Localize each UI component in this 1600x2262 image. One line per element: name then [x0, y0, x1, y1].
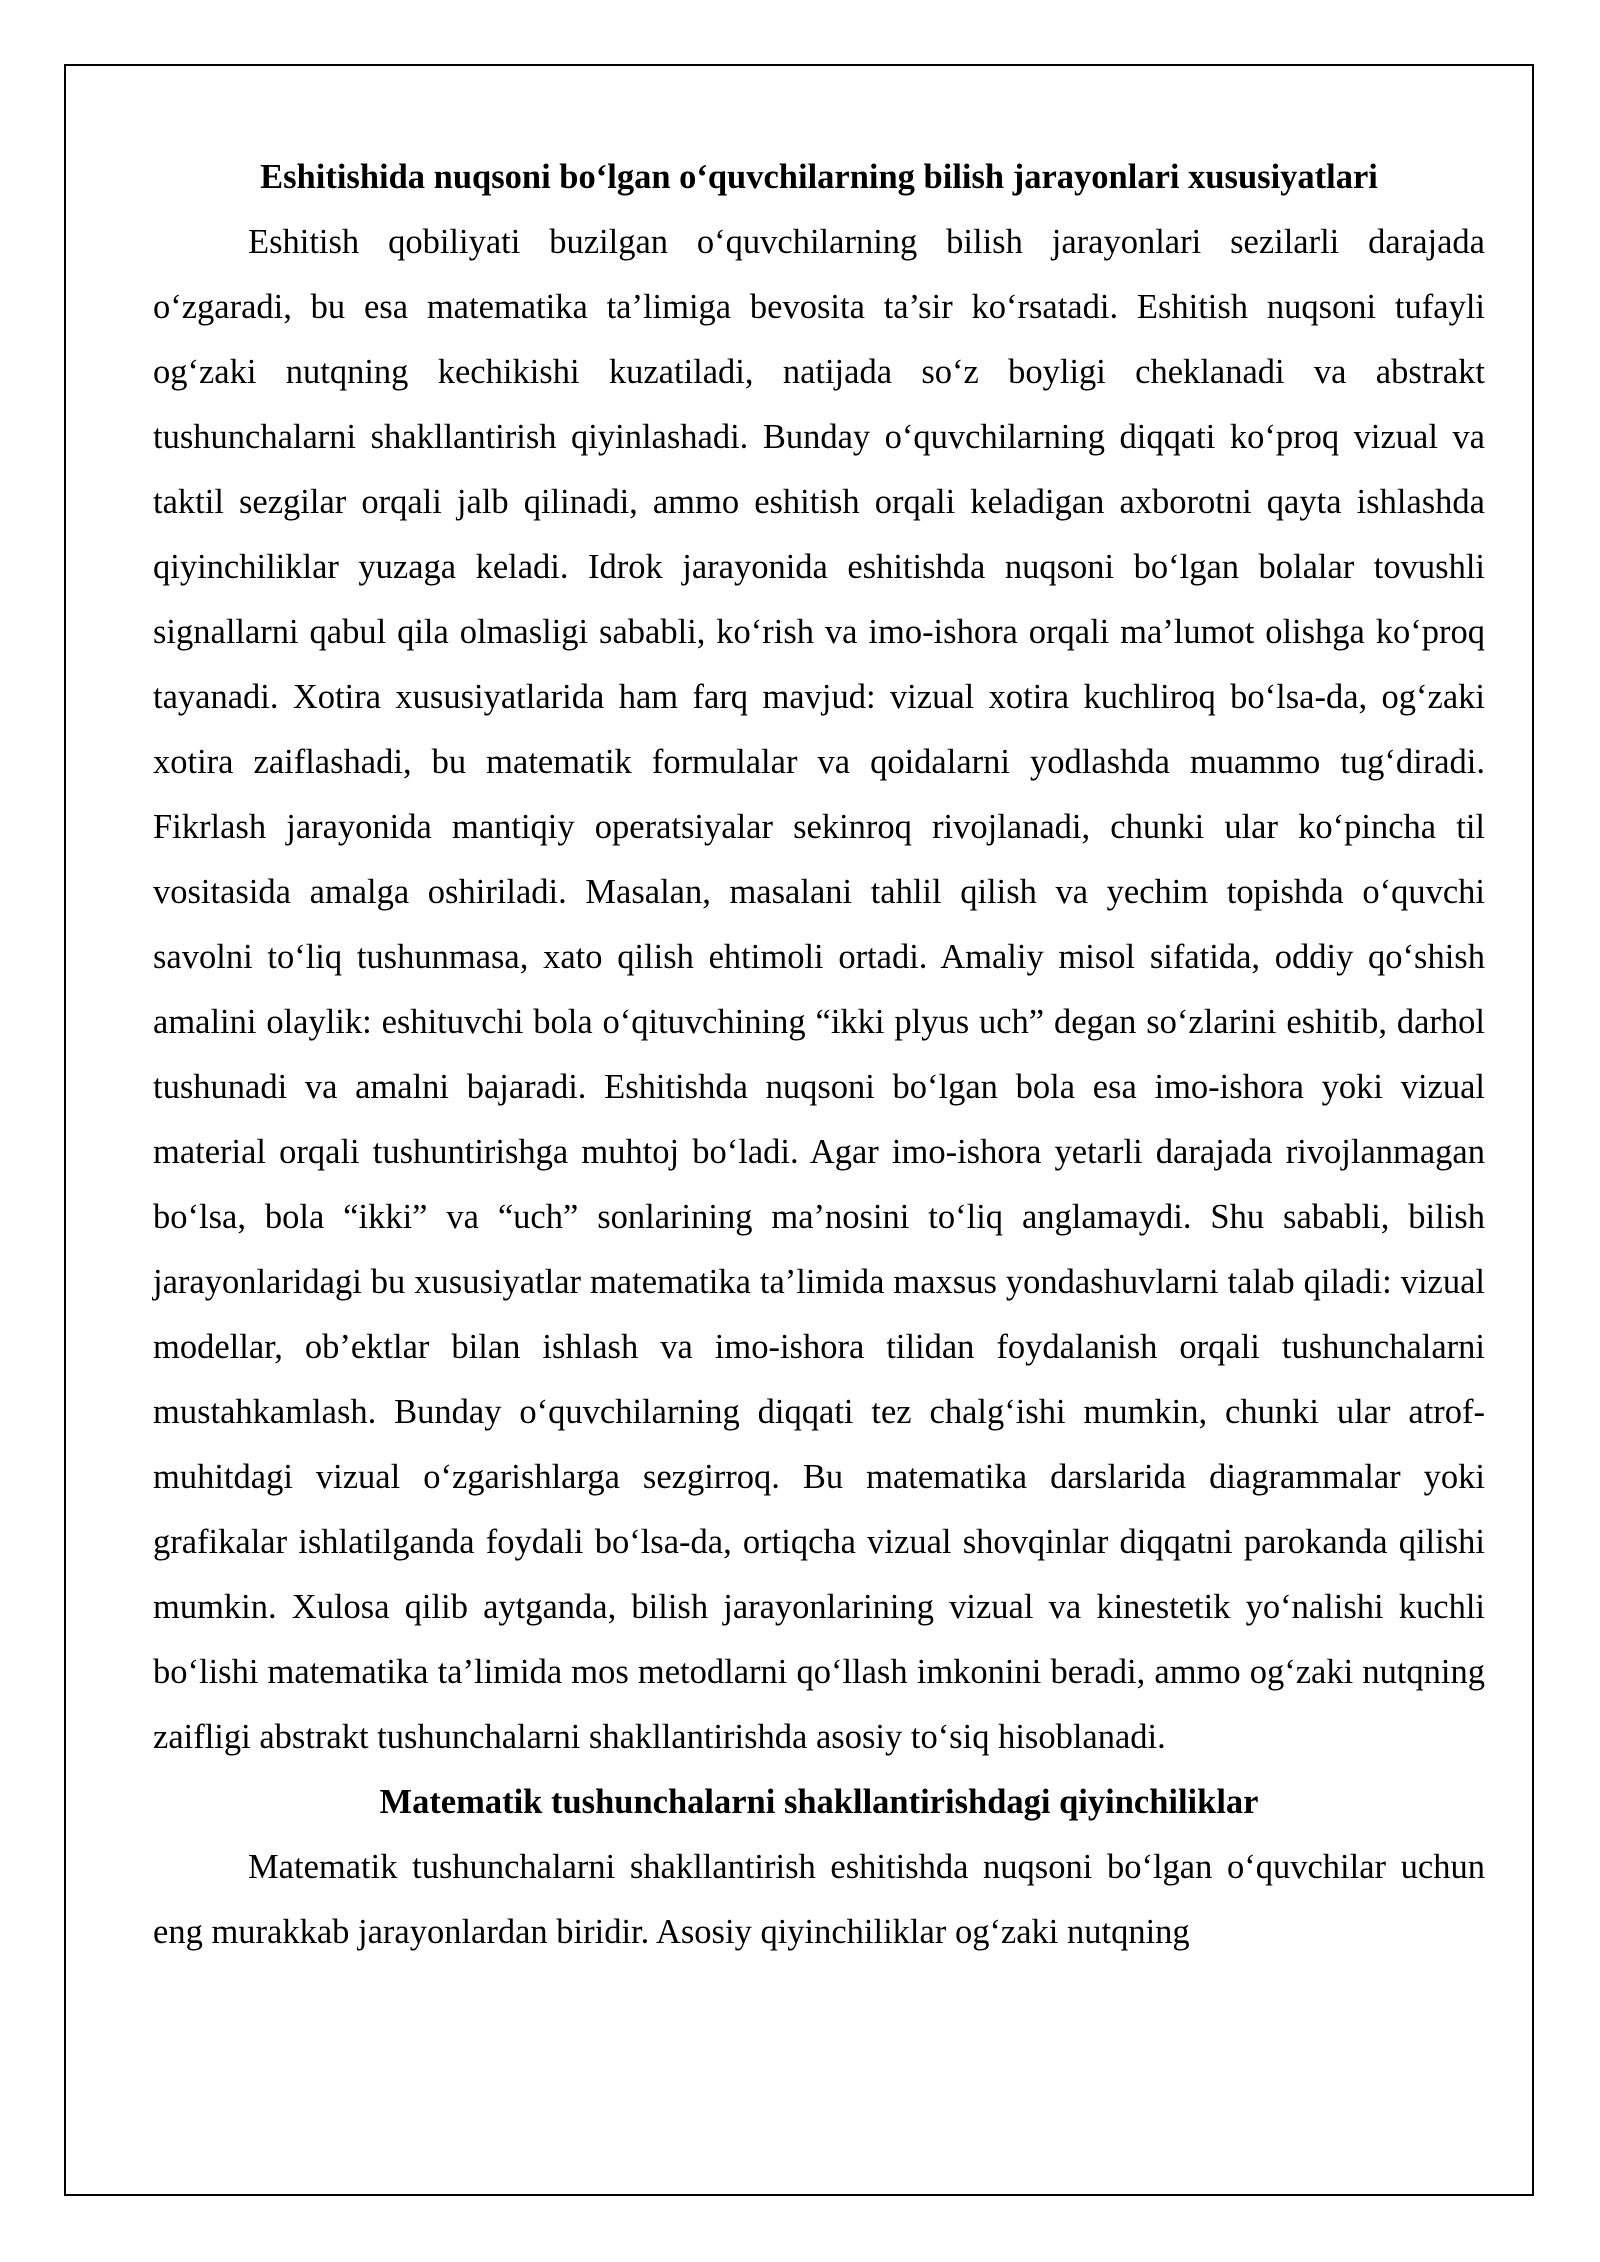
section-paragraph-cognitive-features: Eshitish qobiliyati buzilgan o‘quvchilarning bilish jarayonlari sezilarli darajada o‘zgaradi, bu esa matematika ta’limiga bevosita ta’sir ko‘rsatadi. Eshitish nuqsoni tufayli og‘zaki nutqning kechikishi kuzatiladi, natijada so‘z boyligi cheklanadi va abstrakt tushunchalarni shakllantirish qiyinlashadi. Bunday o‘quvchilarning diqqati ko‘proq vizual va taktil sezgilar orqali jalb qilinadi, ammo eshitish orqali keladigan axborotni qayta ishlashda qiyinchiliklar yuzaga keladi. Idrok jarayonida eshitishda nuqsoni bo‘lgan bolalar tovushli signallarni qabul qila olmasligi sababli, ko‘rish va imo-ishora orqali ma’lumot olishga ko‘proq tayanadi. Xotira xususiyatlarida ham farq mavjud: vizual xotira kuchliroq bo‘lsa-da, og‘zaki xotira zaiflashadi, bu matematik formulalar va qoidalarni yodlashda muammo tug‘diradi. Fikrlash jarayonida mantiqiy operatsiyalar sekinroq rivojlanadi, chunki ular ko‘pincha til vositasida amalga oshiriladi. Masalan, masalani tahlil qilish va yechim topishda o‘quvchi savolni to‘liq tushunmasa, xato qilish ehtimoli ortadi. Amaliy misol sifatida, oddiy qo‘shish amalini olaylik: eshituvchi bola o‘qituvchining “ikki plyus uch” degan so‘zlarini eshitib, darhol tushunadi va amalni bajaradi. Eshitishda nuqsoni bo‘lgan bola esa imo-ishora yoki vizual material orqali tushuntirishga muhtoj bo‘ladi. Agar imo-ishora yetarli darajada rivojlanmagan bo‘lsa, bola “ikki” va “uch” sonlarining ma’nosini to‘liq anglamaydi. Shu sababli, bilish jarayonlaridagi bu xususiyatlar matematika ta’limida maxsus yondashuvlarni talab qiladi: vizual modellar, ob’ektlar bilan ishlash va imo-ishora tilidan foydalanish orqali tushunchalarni mustahkamlash. Bunday o‘quvchilarning diqqati tez chalg‘ishi mumkin, chunki ular atrof-muhitdagi vizual o‘zgarishlarga sezgirroq. Bu matematika darslarida diagrammalar yoki grafikalar ishlatilganda foydali bo‘lsa-da, ortiqcha vizual shovqinlar diqqatni parokanda qilishi mumkin. Xulosa qilib aytganda, bilish jarayonlarining vizual va kinestetik yo‘nalishi kuchli bo‘lishi matematika ta’limida mos metodlarni qo‘llash imkonini beradi, ammo og‘zaki nutqning zaifligi abstrakt tushunchalarni shakllantirishda asosiy to‘siq hisoblanadi.: [153, 223, 1485, 1756]
document-body: [153, 145, 1485, 1965]
section-paragraph-math-concepts: Matematik tushunchalarni shakllantirish eshitishda nuqsoni bo‘lgan o‘quvchilar uchun eng murakkab jarayonlardan biridir. Asosiy qiyinchiliklar og‘zaki nutqning: [153, 1848, 1485, 1951]
section-heading-cognitive-features: Eshitishida nuqsoni bo‘lgan o‘quvchilarning bilish jarayonlari xususiyatlari: [260, 158, 1378, 196]
section-heading-math-concepts: Matematik tushunchalarni shakllantirishdagi qiyinchiliklar: [379, 1783, 1259, 1821]
